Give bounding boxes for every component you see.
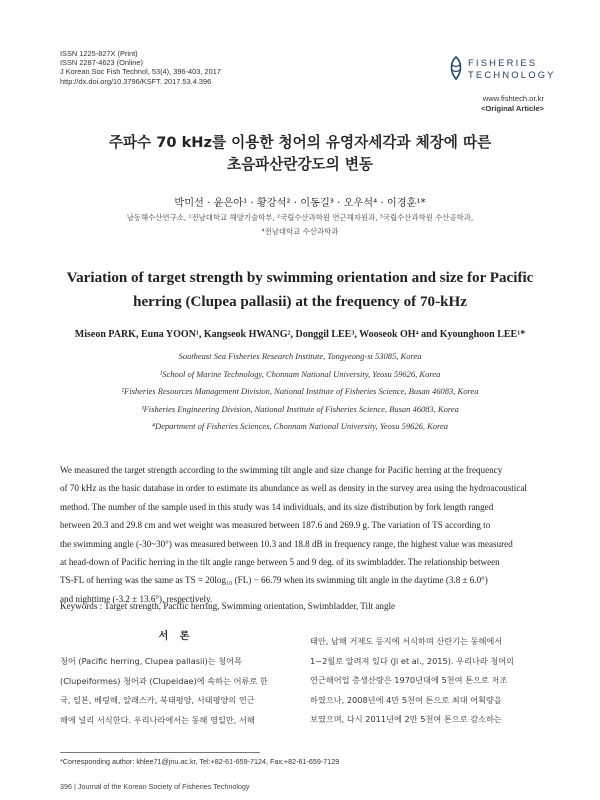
body-line: 1~2월로 알려져 있다 (Ji et al., 2015). 우리나라 청어의	[310, 655, 515, 666]
issn-block	[60, 49, 221, 86]
abstract-line: method. The number of the sample used in this study was 14 individuals, and its size distribution by fork length ranged	[60, 501, 494, 512]
page-footer: 396 | Journal of the Korean Society of Fisheries Technology	[60, 782, 250, 791]
left-column	[60, 652, 292, 730]
korean-affiliation-line: 남동해수산연구소, ¹전남대학교 해양기술학부, ²국립수산과학원 연근해자원과, ³국립수산과학원 수산공학과,	[126, 213, 474, 222]
doi-link[interactable]: http://dx.doi.org/10.3796/KSFT. 2017.53.4.396	[60, 76, 212, 86]
english-title-line: herring (Clupea pallasii) at the frequency of 70-kHz	[133, 294, 467, 310]
abstract-line: We measured the target strength according to the swimming tilt angle and size change for Pacific herring at the frequency	[60, 465, 503, 475]
article-type: <Original Article>	[480, 103, 544, 113]
korean-affiliations	[0, 211, 600, 239]
website-link[interactable]: www.fishtech.or.kr	[482, 94, 544, 103]
abstract-line: TS-FL of herring was the same as TS = 20log₁₀ (FL) − 66.79 when its swimming tilt angle in the daytime (3.8 ± 6.0°)	[60, 575, 488, 586]
english-title-line: Variation of target strength by swimming orientation and size for Pacific	[66, 270, 534, 286]
keywords: Keywords : Target strength, Pacific herring, Swimming orientation, Swimbladder, Tilt angle	[60, 601, 396, 611]
body-line: 국, 일본, 베링해, 알래스카, 북태평양, 서태평양의 연근	[60, 695, 255, 706]
english-title	[0, 266, 600, 314]
korean-title-line: 주파수 70 kHz를 이용한 청어의 유영자세각과 체장에 따른	[108, 134, 492, 151]
english-affiliations	[0, 348, 600, 436]
body-line: 태안, 남해 거제도 등지에 서식하며 산란기는 동해에서	[310, 636, 503, 646]
issn-online: ISSN 2287-4623 (Online)	[60, 58, 143, 68]
body-line: 보였으며, 다시 2011년에 2만 5천여 톤으로 감소하는	[310, 714, 502, 725]
english-affiliation-line: ⁴Department of Fisheries Sciences, Chonnam National University, Yeosu 59626, Korea	[151, 421, 449, 432]
body-line: 연근해어업 총생산량은 1970년대에 5천여 톤으로 저조	[310, 675, 508, 686]
body-line: 하였으나, 2008년에 4만 5천여 톤으로 최대 어획량을	[310, 694, 502, 705]
journal-citation: J Korean Soc Fish Technol, 53(4), 396-403, 2017	[60, 67, 221, 77]
abstract-line: between 20.3 and 29.8 cm and wet weight was measured between 187.6 and 269.9 g. The variation of TS according to	[60, 520, 491, 531]
logo-text-technology: TECHNOLOGY	[468, 69, 556, 80]
korean-title-line: 초음파산란강도의 변동	[226, 156, 374, 173]
issn-print: ISSN 1225-827X (Print)	[60, 49, 138, 58]
body-line: 청어 (Pacific herring, Clupea pallasii)는 청어목	[60, 656, 242, 666]
english-affiliation-line: Southeast Sea Fisheries Research Institute, Tongyeong-si 53085, Korea	[178, 351, 422, 361]
logo-text-fisheries: FISHERIES	[468, 57, 538, 68]
korean-title	[0, 132, 600, 176]
english-affiliation-line: ²Fisheries Resources Management Division, National Institute of Fisheries Science, Busan 46083, Korea	[121, 386, 479, 397]
journal-url-block	[481, 94, 544, 113]
english-affiliation-line: ¹School of Marine Technology, Chonnam National University, Yeosu 59626, Korea	[159, 368, 441, 379]
korean-affiliation-line: ⁴전남대학교 수산과학과	[261, 227, 339, 236]
abstract-line: and nighttime (-3.2 ± 13.6°), respectively.	[60, 593, 213, 604]
footnote-divider	[60, 752, 260, 753]
english-affiliation-line: ³Fisheries Engineering Division, National Institute of Fisheries Science, Busan 46083, Korea	[141, 403, 459, 414]
english-authors: Miseon PARK, Euna YOON¹, Kangseok HWANG², Donggil LEE³, Wooseok OH⁴ and Kyounghoon LEE¹*	[74, 329, 526, 340]
fish-logo-icon	[446, 56, 466, 80]
abstract-line: at head-down of Pacific herring in the tilt angle range between 5 and 9 deg. of its swimbladder. The relationship between	[60, 557, 500, 568]
abstract-line: the swimming angle (-30~30°) was measured between 10.3 and 18.8 dB in frequency range, the highest value was measured	[60, 538, 513, 549]
body-line: 해에 널리 서식한다. 우리나라에서는 동해 영일만, 서해	[60, 714, 255, 725]
right-column	[310, 632, 543, 730]
body-line: (Clupeiformes) 청어과 (Clupeidae)에 속하는 어류로 한	[60, 675, 268, 686]
abstract-line: of 70 kHz as the basic database in order to estimate its abundance as well as density in the survey area using the hydroacoustical	[60, 483, 527, 494]
abstract	[60, 461, 542, 608]
section-heading-introduction: 서 론	[158, 631, 194, 642]
corresponding-author-footnote: *Corresponding author: khlee71@jnu.ac.kr, Tel:+82-61-659-7124, Fax:+82-61-659-7129	[60, 757, 340, 766]
korean-authors: 박미선 · 윤은아¹ · 황강석² · 이동길³ · 오우석⁴ · 이경훈¹*	[174, 198, 426, 209]
